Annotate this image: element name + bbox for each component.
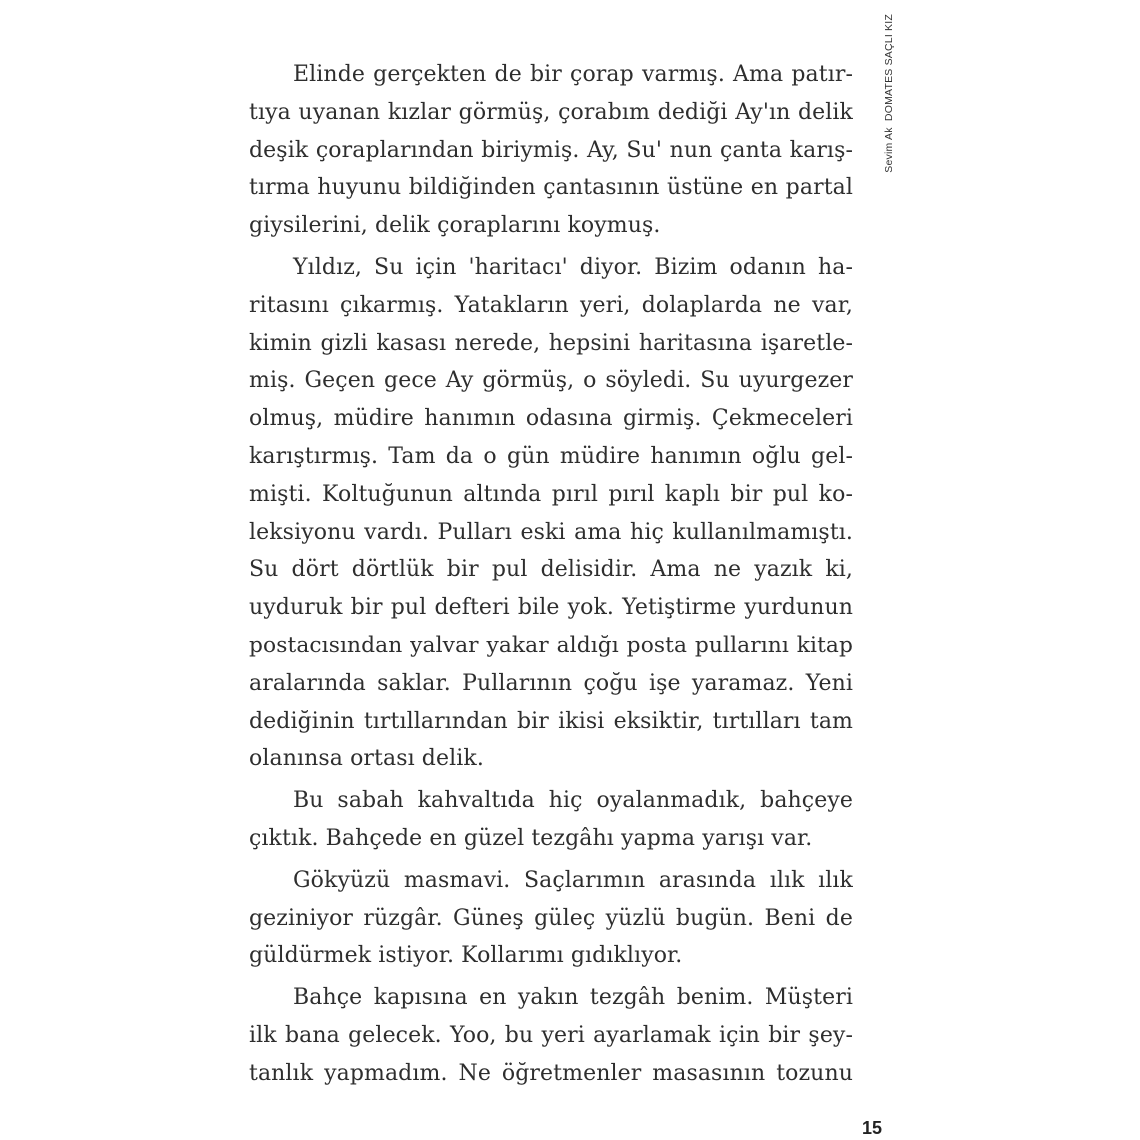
text-line: deşik çoraplarından biriymiş. Ay, Su' nun çanta karış- [249, 137, 853, 163]
text-line: Yıldız, Su için 'haritacı' diyor. Bizim odanın ha- [293, 254, 853, 280]
text-line: giysilerini, delik çoraplarını koymuş. [249, 213, 661, 239]
text-line: mişti. Koltuğunun altında pırıl pırıl kaplı bir pul ko- [249, 481, 853, 507]
text-line: tanlık yapmadım. Ne öğretmenler masasının tozunu [249, 1060, 853, 1086]
text-line: Su dört dörtlük bir pul delisidir. Ama ne yazık ki, [249, 557, 853, 583]
running-head-text [881, 14, 897, 222]
text-line: Bu sabah kahvaltıda hiç oyalanmadık, bahçeye [293, 788, 853, 814]
text-line: güldürmek istiyor. Kollarımı gıdıklıyor. [249, 943, 683, 969]
text-line: karıştırmış. Tam da o gün müdire hanımın oğlu gel- [249, 443, 853, 469]
text-line: leksiyonu vardı. Pulları eski ama hiç kullanılmamıştı. [249, 519, 853, 545]
body-text [249, 56, 853, 1093]
page-number: 15 [862, 1118, 883, 1138]
text-line: geziniyor rüzgâr. Güneş güleç yüzlü bugün. Beni de [249, 905, 853, 931]
running-head-author: Sevim Ak [883, 127, 895, 173]
text-line: Gökyüzü masmavi. Saçlarımın arasında ılık ılık [293, 867, 853, 893]
text-line: Bahçe kapısına en yakın tezgâh benim. Müşteri [293, 985, 853, 1011]
text-line: çıktık. Bahçede en güzel tezgâhı yapma yarışı var. [249, 825, 813, 851]
text-line: miş. Geçen gece Ay görmüş, o söyledi. Su uyurgezer [249, 368, 853, 394]
text-line: postacısından yalvar yakar aldığı posta pullarını kitap [249, 632, 853, 658]
running-head [881, 8, 897, 228]
running-head-title: DOMATES SAÇLI KIZ [883, 14, 895, 122]
text-line: olanınsa ortası delik. [249, 746, 484, 772]
text-line: uyduruk bir pul defteri bile yok. Yetiştirme yurdunun [249, 595, 853, 621]
text-line: dediğinin tırtıllarından bir ikisi eksiktir, tırtılları tam [249, 708, 853, 734]
text-line: tıya uyanan kızlar görmüş, çorabım dediği Ay'ın delik [249, 99, 853, 125]
text-line: tırma huyunu bildiğinden çantasının üstüne en partal [249, 175, 853, 201]
text-line: Elinde gerçekten de bir çorap varmış. Ama patır- [293, 62, 853, 87]
text-line: ilk bana gelecek. Yoo, bu yeri ayarlamak için bir şey- [249, 1022, 853, 1048]
text-line: olmuş, müdire hanımın odasına girmiş. Çekmeceleri [249, 406, 853, 432]
text-line: aralarında saklar. Pullarının çoğu işe yaramaz. Yeni [249, 670, 853, 696]
text-line: ritasını çıkarmış. Yatakların yeri, dolaplarda ne var, [249, 292, 853, 318]
text-line: kimin gizli kasası nerede, hepsini haritasına işaretle- [249, 330, 853, 356]
